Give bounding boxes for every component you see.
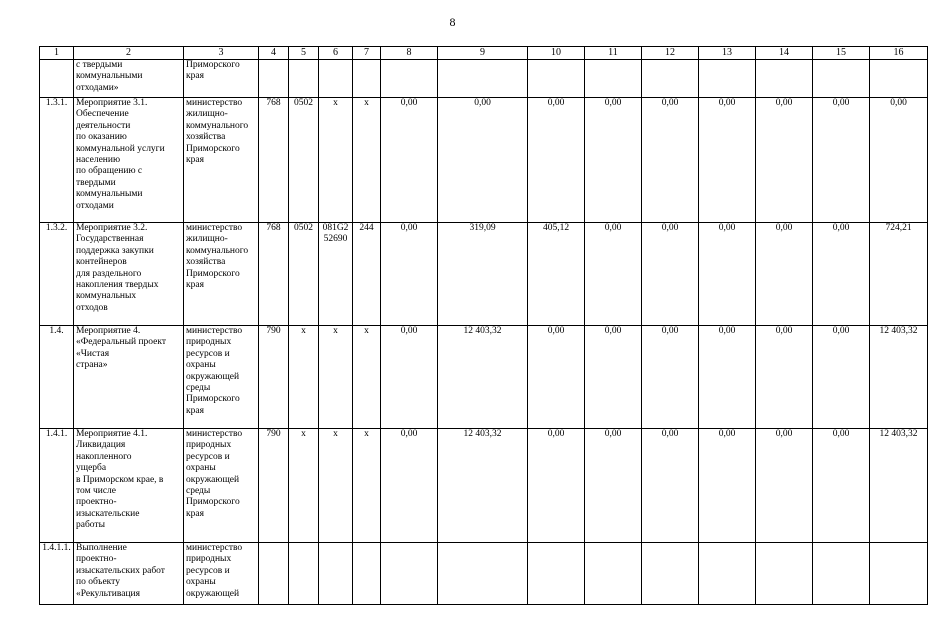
amount-cell: 0,00	[528, 429, 585, 543]
amount-cell: 12 403,32	[870, 429, 928, 543]
executor-cell: министерство жилищно- коммунального хозяйства Приморского края	[184, 223, 259, 326]
table-row	[40, 60, 928, 98]
row-number-cell: 1.4.1.1.	[40, 543, 74, 605]
amount-cell: 12 403,32	[438, 429, 528, 543]
header-cell: 11	[585, 47, 642, 60]
code-cell: х	[289, 326, 319, 429]
amount-cell: 0,00	[381, 223, 438, 326]
table-row	[40, 543, 928, 605]
amount-cell	[699, 543, 756, 605]
row-number-cell: 1.3.2.	[40, 223, 74, 326]
amount-cell	[528, 60, 585, 98]
amount-cell	[585, 543, 642, 605]
activity-name-cell: Мероприятие 3.2. Государственная поддержка закупки контейнеров для раздельного накопления твердых коммунальных отходов	[74, 223, 184, 326]
budget-table	[39, 46, 928, 605]
amount-cell: 0,00	[642, 98, 699, 223]
header-row	[40, 47, 928, 60]
code-cell	[259, 60, 289, 98]
amount-cell	[756, 543, 813, 605]
header-cell: 4	[259, 47, 289, 60]
code-cell	[353, 60, 381, 98]
amount-cell: 0,00	[528, 326, 585, 429]
header-cell: 1	[40, 47, 74, 60]
code-cell	[289, 543, 319, 605]
amount-cell	[642, 60, 699, 98]
code-cell: 790	[259, 326, 289, 429]
header-cell: 13	[699, 47, 756, 60]
amount-cell	[642, 543, 699, 605]
header-cell: 9	[438, 47, 528, 60]
amount-cell: 0,00	[381, 429, 438, 543]
amount-cell	[870, 543, 928, 605]
activity-name-cell: Мероприятие 4.1. Ликвидация накопленного ущерба в Приморском крае, в том числе проектно- изыскательские работы	[74, 429, 184, 543]
amount-cell: 0,00	[699, 223, 756, 326]
code-cell: х	[353, 326, 381, 429]
code-cell: х	[319, 326, 353, 429]
code-cell	[319, 543, 353, 605]
amount-cell: 0,00	[699, 429, 756, 543]
activity-name-cell: с твердыми коммунальными отходами»	[74, 60, 184, 98]
amount-cell: 0,00	[528, 98, 585, 223]
header-cell: 8	[381, 47, 438, 60]
amount-cell	[699, 60, 756, 98]
executor-cell: министерство природных ресурсов и охраны окружающей	[184, 543, 259, 605]
amount-cell	[756, 60, 813, 98]
amount-cell: 12 403,32	[438, 326, 528, 429]
code-cell: х	[353, 98, 381, 223]
page-number: 8	[449, 15, 456, 29]
amount-cell: 0,00	[438, 98, 528, 223]
amount-cell: 0,00	[381, 98, 438, 223]
code-cell: 768	[259, 223, 289, 326]
amount-cell: 0,00	[381, 326, 438, 429]
code-cell	[289, 60, 319, 98]
code-cell: х	[319, 429, 353, 543]
header-cell: 3	[184, 47, 259, 60]
amount-cell	[813, 60, 870, 98]
code-cell: 244	[353, 223, 381, 326]
amount-cell: 0,00	[870, 98, 928, 223]
amount-cell: 405,12	[528, 223, 585, 326]
amount-cell: 0,00	[585, 429, 642, 543]
code-cell: 768	[259, 98, 289, 223]
amount-cell: 0,00	[585, 326, 642, 429]
header-cell: 15	[813, 47, 870, 60]
amount-cell	[438, 60, 528, 98]
code-cell: х	[289, 429, 319, 543]
table-row	[40, 326, 928, 429]
executor-cell: министерство жилищно- коммунального хозяйства Приморского края	[184, 98, 259, 223]
amount-cell: 0,00	[642, 223, 699, 326]
activity-name-cell: Выполнение проектно- изыскательских работ по объекту «Рекультивация	[74, 543, 184, 605]
header-cell: 7	[353, 47, 381, 60]
amount-cell: 0,00	[699, 326, 756, 429]
amount-cell: 0,00	[585, 98, 642, 223]
amount-cell	[381, 543, 438, 605]
code-cell: 790	[259, 429, 289, 543]
amount-cell: 319,09	[438, 223, 528, 326]
header-cell: 5	[289, 47, 319, 60]
header-cell: 12	[642, 47, 699, 60]
header-cell: 16	[870, 47, 928, 60]
executor-cell: министерство природных ресурсов и охраны окружающей среды Приморского края	[184, 326, 259, 429]
amount-cell	[381, 60, 438, 98]
code-cell	[319, 60, 353, 98]
amount-cell: 0,00	[756, 429, 813, 543]
row-number-cell: 1.3.1.	[40, 98, 74, 223]
code-cell	[259, 543, 289, 605]
code-cell: 081G2 52690	[319, 223, 353, 326]
header-cell: 10	[528, 47, 585, 60]
row-number-cell: 1.4.1.	[40, 429, 74, 543]
amount-cell	[528, 543, 585, 605]
amount-cell: 12 403,32	[870, 326, 928, 429]
table-row	[40, 98, 928, 223]
amount-cell: 0,00	[813, 223, 870, 326]
amount-cell: 724,21	[870, 223, 928, 326]
table-row	[40, 223, 928, 326]
amount-cell: 0,00	[585, 223, 642, 326]
code-cell: х	[353, 429, 381, 543]
activity-name-cell: Мероприятие 3.1. Обеспечение деятельности по оказанию коммунальной услуги населению по обращению с твердыми коммунальными отходами	[74, 98, 184, 223]
executor-cell: Приморского края	[184, 60, 259, 98]
amount-cell: 0,00	[813, 326, 870, 429]
amount-cell: 0,00	[756, 98, 813, 223]
amount-cell: 0,00	[642, 326, 699, 429]
activity-name-cell: Мероприятие 4. «Федеральный проект «Чистая страна»	[74, 326, 184, 429]
header-cell: 2	[74, 47, 184, 60]
header-cell: 14	[756, 47, 813, 60]
executor-cell: министерство природных ресурсов и охраны окружающей среды Приморского края	[184, 429, 259, 543]
amount-cell: 0,00	[756, 326, 813, 429]
amount-cell: 0,00	[642, 429, 699, 543]
table-row	[40, 429, 928, 543]
amount-cell	[585, 60, 642, 98]
amount-cell: 0,00	[813, 98, 870, 223]
code-cell: 0502	[289, 98, 319, 223]
amount-cell: 0,00	[756, 223, 813, 326]
code-cell	[353, 543, 381, 605]
amount-cell	[813, 543, 870, 605]
amount-cell	[870, 60, 928, 98]
row-number-cell	[40, 60, 74, 98]
code-cell: 0502	[289, 223, 319, 326]
amount-cell: 0,00	[813, 429, 870, 543]
row-number-cell: 1.4.	[40, 326, 74, 429]
amount-cell	[438, 543, 528, 605]
amount-cell: 0,00	[699, 98, 756, 223]
code-cell: х	[319, 98, 353, 223]
header-cell: 6	[319, 47, 353, 60]
